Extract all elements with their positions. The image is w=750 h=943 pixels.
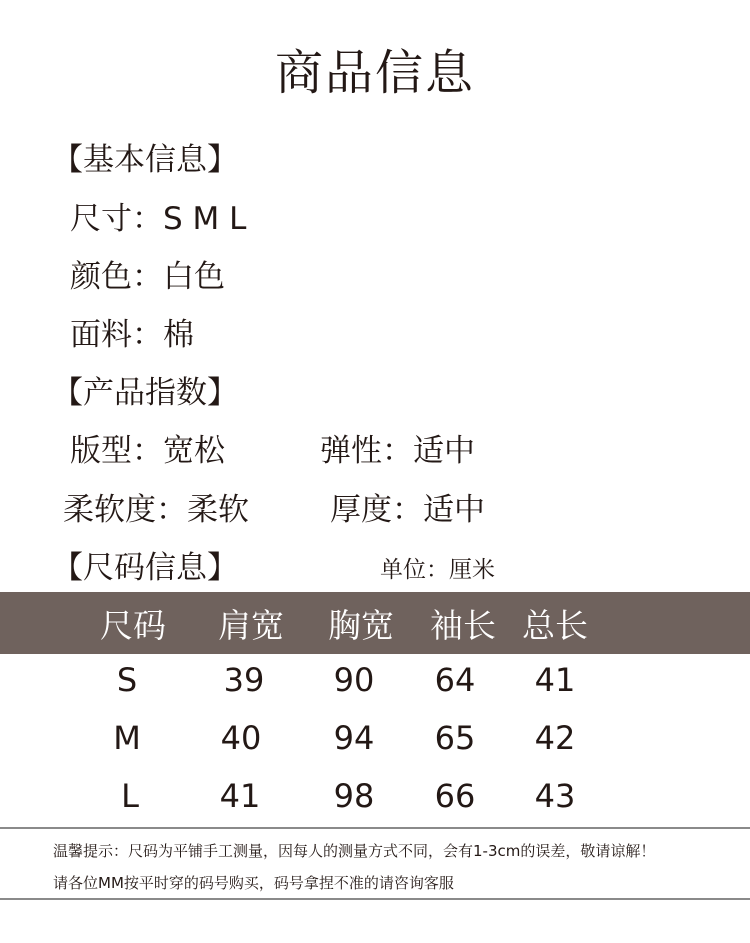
fabric-spec: 面料：棉 (70, 317, 194, 353)
table-cell-shoulder: 40 (220, 719, 262, 757)
unit-label: 单位：厘米 (380, 557, 495, 583)
table-cell-shoulder: 39 (223, 661, 265, 699)
divider-bottom (0, 898, 750, 900)
table-cell-length: 43 (534, 777, 576, 815)
divider-top (0, 827, 750, 829)
table-cell-chest: 94 (333, 719, 375, 757)
size-info-heading: 【尺码信息】 (52, 550, 238, 586)
column-header-chest: 胸宽 (328, 606, 394, 645)
basic-info-heading: 【基本信息】 (52, 142, 238, 178)
size-spec: 尺寸：S M L (70, 201, 247, 237)
table-cell-size: L (121, 777, 139, 815)
thickness-spec: 厚度：适中 (330, 492, 485, 528)
table-cell-size: M (113, 719, 141, 757)
softness-spec: 柔软度：柔软 (63, 492, 249, 528)
column-header-shoulder: 肩宽 (218, 606, 284, 645)
table-cell-sleeve: 65 (434, 719, 476, 757)
column-header-sleeve: 袖长 (430, 606, 496, 645)
tip-line-2: 请各位MM按平时穿的码号购买，码号拿捏不准的请咨询客服 (53, 874, 454, 892)
column-header-size: 尺码 (100, 606, 166, 645)
column-header-length: 总长 (522, 606, 588, 645)
table-cell-sleeve: 66 (434, 777, 476, 815)
table-cell-length: 42 (534, 719, 576, 757)
color-spec: 颜色：白色 (70, 259, 225, 295)
tip-line-1: 温馨提示：尺码为平铺手工测量，因每人的测量方式不同，会有1-3cm的误差，敬请谅解！ (53, 842, 656, 860)
page-title: 商品信息 (274, 45, 475, 101)
elasticity-spec: 弹性：适中 (320, 433, 475, 469)
table-cell-sleeve: 64 (434, 661, 476, 699)
product-index-heading: 【产品指数】 (52, 375, 238, 411)
table-cell-shoulder: 41 (219, 777, 261, 815)
fit-spec: 版型：宽松 (70, 433, 225, 469)
table-cell-size: S (116, 661, 138, 699)
table-cell-chest: 90 (333, 661, 375, 699)
table-cell-chest: 98 (333, 777, 375, 815)
table-cell-length: 41 (534, 661, 576, 699)
